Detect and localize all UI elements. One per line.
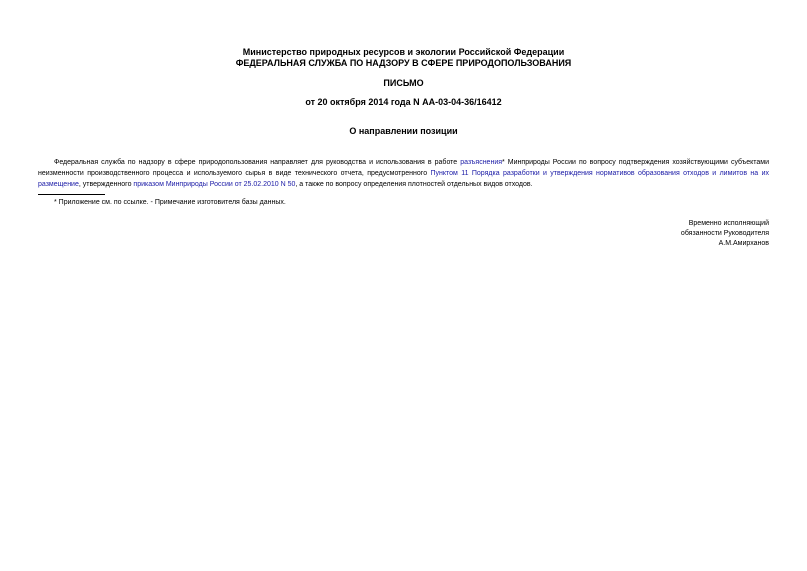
footnote: * Приложение см. по ссылке. - Примечание изготовителя базы данных.	[54, 199, 286, 206]
body-text-3: , утвержденного	[78, 181, 134, 188]
procedure-point-11-link[interactable]: Пунктом 11 Порядка разработки и утверждения нормативов образования отходов и лимитов на их размещение	[38, 170, 769, 188]
ministry-name: Министерство природных ресурсов и экологии Российской Федерации	[242, 47, 565, 57]
signature-position-1: Временно исполняющий	[688, 220, 769, 227]
explanation-link[interactable]: разъяснения	[460, 159, 503, 166]
document-type: ПИСЬМО	[383, 78, 424, 88]
body-text-1: Федеральная служба по надзору в сфере природопользования направляет для руководства и использования в работе	[54, 159, 461, 166]
order-link[interactable]: приказом Минприроды России от 25.02.2010 N 50	[133, 181, 296, 188]
service-name: ФЕДЕРАЛЬНАЯ СЛУЖБА ПО НАДЗОРУ В СФЕРЕ ПРИРОДОПОЛЬЗОВАНИЯ	[235, 58, 572, 68]
footnote-divider	[38, 194, 105, 195]
body-paragraph	[38, 157, 769, 190]
document-date-number: от 20 октября 2014 года N АА-03-04-36/16412	[305, 97, 502, 107]
signature-position-2: обязанности Руководителя	[680, 230, 769, 237]
signature-block	[681, 219, 769, 249]
body-text-2: * Минприроды России по вопросу подтверждения хозяйствующими субъектами неизменности производственного процесса и используемого сырья в виде технического отчета, предусмотренного	[38, 159, 769, 177]
signature-name: А.М.Амирханов	[718, 240, 769, 247]
body-text-4: , а также по вопросу определения плотностей отдельных видов отходов.	[295, 181, 533, 188]
document-subject: О направлении позиции	[349, 126, 458, 136]
